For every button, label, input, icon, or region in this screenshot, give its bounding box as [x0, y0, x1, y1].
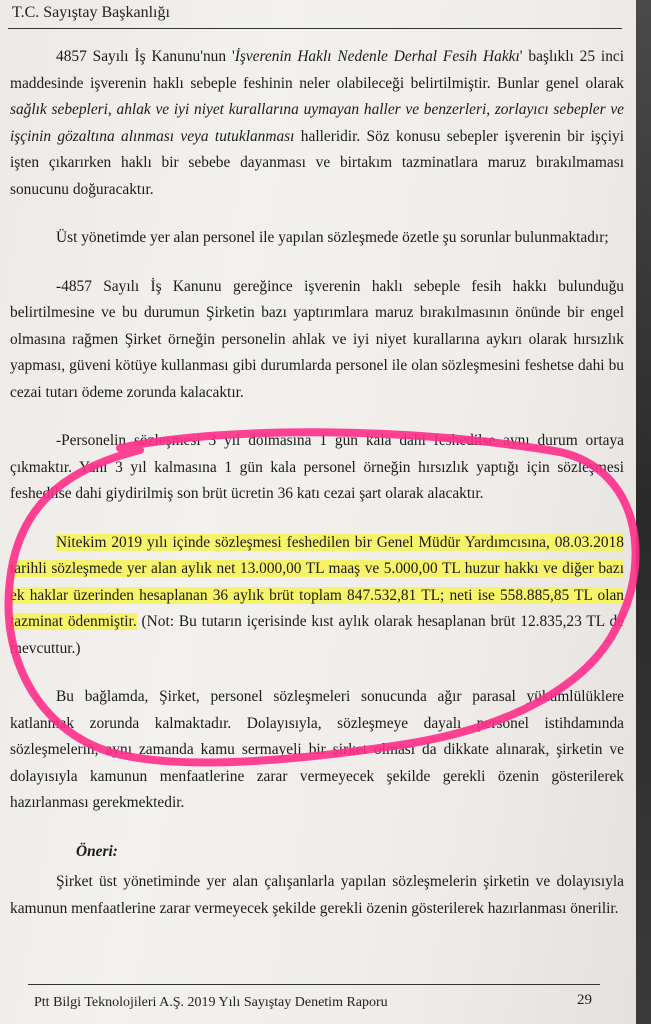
paragraph-list [10, 44, 624, 817]
header-divider [8, 28, 622, 29]
body-paragraph [10, 44, 624, 203]
text-run: -4857 Sayılı İş Kanunu gereğince işverenin haklı sebeple fesih hakkı bulunduğu belirtilmesine ve bu durumun Şirketin bazı yaptırımlara maruz bırakılmasının önünde bir engel olmasına rağmen Şirket örneğin personelin ahlak ve iyi niyet kurallarına aykırı olarak hırsızlık yapması, güveni kötüye kullanması gibi durumlarda personel ile olan sözleşmesini feshetse dahi bu cezai tutarı ödeme zorunda kalacaktır. [10, 277, 624, 401]
body-paragraph [10, 225, 624, 252]
text-run: Üst yönetimde yer alan personel ile yapılan sözleşmede özetle şu sorunlar bulunmaktadır; [56, 229, 609, 246]
body-paragraph [10, 530, 624, 663]
body-paragraph [10, 428, 624, 508]
page-edge-shadow [636, 0, 651, 1024]
oneri-heading: Öneri: [76, 842, 118, 860]
body-paragraph [10, 274, 624, 407]
body-paragraph [10, 684, 624, 817]
italic-text: İşverenin Haklı Nedenle Derhal Fesih Hakkı [234, 48, 520, 65]
text-run: Bu bağlamda, Şirket, personel sözleşmeleri sonucunda ağır parasal yükümlülüklere katlanmak zorunda kalmaktadır. Dolayısıyla, sözleşmeye dayalı personel istihdamında sözleşmelerin, aynı zamanda kamu sermayeli bir şirket olması da dikkate alınarak, şirketin ve dolayısıyla kamunun menfaatlerine zarar vermeyecek şekilde gerekli özenin gösterilerek hazırlanması gerekmektedir. [10, 688, 624, 811]
text-run: -Personelin sözleşmesi 3 yıl dolmasına 1 gün kala dahi feshedilse aynı durum ortaya çıkmaktır. Yani 3 yıl kalmasına 1 gün kala personel örneğin hırsızlık yaptığı için sözleşmesi feshedilse dahi giydirilmiş son brüt ücretin 36 katı cezai şart olarak alacaktır. [10, 432, 624, 502]
footer-report-title: Ptt Bilgi Teknolojileri A.Ş. 2019 Yılı Sayıştay Denetim Raporu [34, 995, 388, 1010]
page-number: 29 [577, 992, 592, 1008]
document-body [10, 44, 624, 944]
header-title: T.C. Sayıştay Başkanlığı [12, 4, 170, 21]
text-run: 4857 Sayılı İş Kanunu'nun ' [56, 48, 235, 65]
footer-divider [28, 984, 600, 985]
text-run: (Not: Bu tutarın içerisinde kıst aylık olarak hesaplanan brüt 12.835,23 TL de mevcuttur.) [10, 613, 624, 657]
oneri-paragraph: Şirket üst yönetiminde yer alan çalışanlarla yapılan sözleşmelerin şirketin ve dolayısıyla kamunun menfaatlerine zarar vermeyecek şekilde gerekli özenin gösterilerek hazırlanması önerilir. [10, 873, 624, 917]
text-run: halleridir. Söz konusu sebepler işverenin bir işçiyi işten çıkarırken haklı bir sebebe dayanması ve birtakım tazminatlara maruz bırakılmaması sonucunu doğuracaktır. [10, 127, 624, 198]
italic-text: sağlık sebepleri, ahlak ve iyi niyet kurallarına uymayan haller ve benzerleri, zorlayıcı sebepler ve işçinin gözaltına alınması veya tutuklanması [10, 101, 624, 145]
highlighted-text: Nitekim 2019 yılı içinde sözleşmesi feshedilen bir Genel Müdür Yardımcısına, 08.03.2018 tarihli sözleşmede yer alan aylık net 13.000,00 TL maaş ve 5.000,00 TL huzur hakkı ve diğer bazı ek haklar üzerinden hesaplanan 36 aylık brüt toplam 847.532,81 TL; neti ise 558.885,85 TL olan tazminat ödenmiştir. [10, 533, 624, 630]
text-run: ' başlıklı 25 inci maddesinde işverenin haklı sebeple feshinin neler olabileceği belirtilmiştir. Bunlar genel olarak [10, 48, 624, 92]
